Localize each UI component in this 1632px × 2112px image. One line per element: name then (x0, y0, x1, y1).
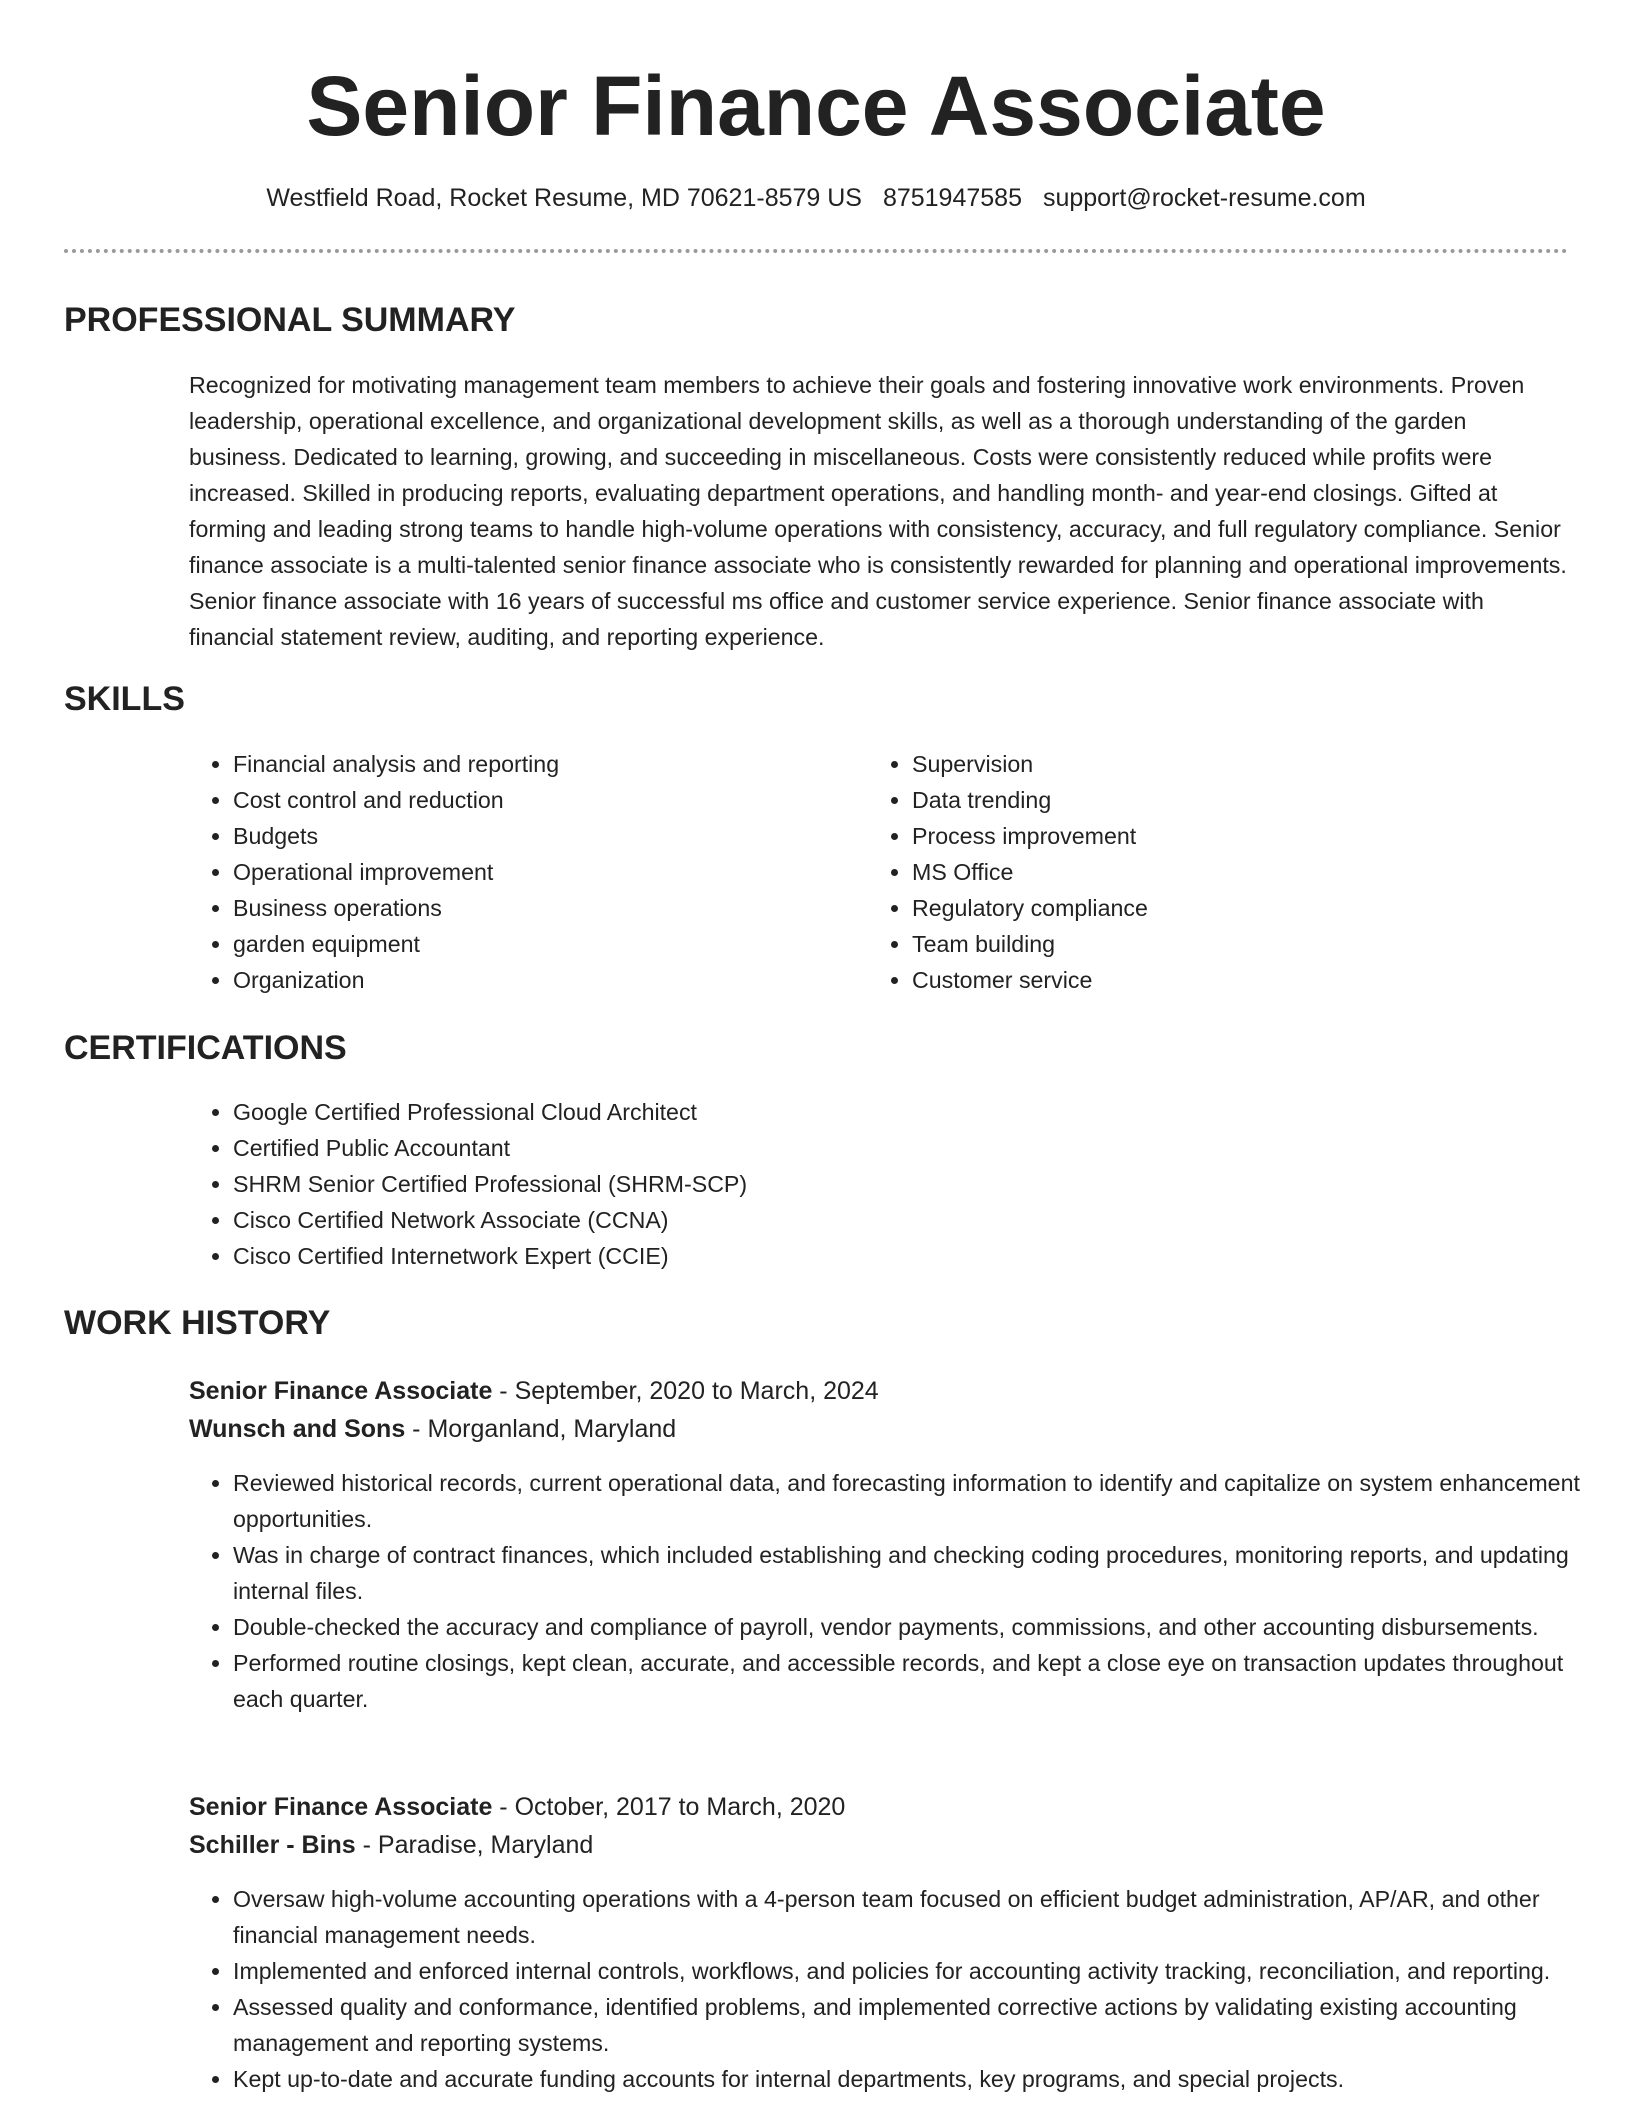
skill-item: • Financial analysis and reporting (233, 746, 853, 782)
address-text: Westfield Road, Rocket Resume, MD 70621-8579 US (266, 184, 862, 212)
skill-item: • Business operations (233, 890, 853, 926)
certification-item: • Cisco Certified Network Associate (CCNA) (233, 1202, 1563, 1238)
skill-item: • Supervision (912, 746, 1532, 782)
email-text: support@rocket-resume.com (1042, 184, 1366, 212)
certifications-heading: CERTIFICATIONS (64, 1029, 347, 1067)
job-dates: - October, 2017 to March, 2020 (492, 1793, 846, 1821)
skill-item: • Data trending (912, 782, 1532, 818)
contact-line (0, 180, 1632, 216)
job-company: Wunsch and Sons (189, 1415, 406, 1443)
job-bullets (189, 1465, 1613, 1717)
phone-text: 8751947585 (882, 184, 1022, 212)
job-bullet: • Was in charge of contract finances, which included establishing and checking coding procedures, monitoring reports, and updating internal files. (233, 1537, 1613, 1609)
job-location: - Paradise, Maryland (355, 1831, 594, 1859)
job-bullet: • Kept up-to-date and accurate funding accounts for internal departments, key programs, and special projects. (233, 2061, 1613, 2097)
skill-item: • Process improvement (912, 818, 1532, 854)
skills-list-right (868, 746, 1532, 998)
job-title: Senior Finance Associate (189, 1377, 493, 1405)
skill-item: • Budgets (233, 818, 853, 854)
skill-item: • Cost control and reduction (233, 782, 853, 818)
skills-heading: SKILLS (64, 680, 185, 718)
skills-list-left (189, 746, 853, 998)
skill-item: • MS Office (912, 854, 1532, 890)
certification-item: • Cisco Certified Internetwork Expert (CCIE) (233, 1238, 1563, 1274)
job-dates: - September, 2020 to March, 2024 (492, 1377, 879, 1405)
job-bullets (189, 1881, 1613, 2097)
certification-item: • Google Certified Professional Cloud Architect (233, 1094, 1563, 1130)
summary-text: Recognized for motivating management team members to achieve their goals and fostering innovative work environments. Proven leadership, operational excellence, and organizational development skills, as well as a thorough understanding of the garden business. Dedicated to learning, growing, and succeeding in miscellaneous. Costs were consistently reduced while profits were increased. Skilled in producing reports, evaluating department operations, and handling month- and year-end closings. Gifted at forming and leading strong teams to handle high-volume operations with consistency, accuracy, and full regulatory compliance. Senior finance associate is a multi-talented senior finance associate who is consistently rewarded for planning and operational improvements. Senior finance associate with 16 years of successful ms office and customer service experience. Senior finance associate with financial statement review, auditing, and reporting experience. (189, 372, 1567, 650)
skill-item: • Regulatory compliance (912, 890, 1532, 926)
job-company-line (189, 1410, 1569, 1448)
certification-item: • SHRM Senior Certified Professional (SHRM-SCP) (233, 1166, 1563, 1202)
job-bullet: • Performed routine closings, kept clean, accurate, and accessible records, and kept a close eye on transaction updates throughout each quarter. (233, 1645, 1613, 1717)
certification-item: • Certified Public Accountant (233, 1130, 1563, 1166)
skill-item: • Customer service (912, 962, 1532, 998)
summary-heading: PROFESSIONAL SUMMARY (64, 301, 516, 339)
resume-title: Senior Finance Associate (306, 59, 1326, 153)
job-location: - Morganland, Maryland (405, 1415, 677, 1443)
job-company: Schiller - Bins (189, 1831, 356, 1859)
job-title-line (189, 1372, 1569, 1410)
job-title-line (189, 1788, 1569, 1826)
job-bullet: • Implemented and enforced internal controls, workflows, and policies for accounting activity tracking, reconciliation, and reporting. (233, 1953, 1613, 1989)
job-bullet: • Assessed quality and conformance, identified problems, and implemented corrective actions by validating existing accounting management and reporting systems. (233, 1989, 1613, 2061)
certifications-list (189, 1094, 1563, 1274)
skill-item: • garden equipment (233, 926, 853, 962)
skill-item: • Operational improvement (233, 854, 853, 890)
skill-item: • Organization (233, 962, 853, 998)
job-bullet: • Oversaw high-volume accounting operations with a 4-person team focused on efficient budget administration, AP/AR, and other financial management needs. (233, 1881, 1613, 1953)
job-bullet: • Reviewed historical records, current operational data, and forecasting information to identify and capitalize on system enhancement opportunities. (233, 1465, 1613, 1537)
header-divider (64, 249, 1568, 253)
job-bullet: • Double-checked the accuracy and compliance of payroll, vendor payments, commissions, and other accounting disbursements. (233, 1609, 1613, 1645)
work-history-heading: WORK HISTORY (64, 1304, 331, 1342)
job-title: Senior Finance Associate (189, 1793, 493, 1821)
skill-item: • Team building (912, 926, 1532, 962)
job-company-line (189, 1826, 1569, 1864)
